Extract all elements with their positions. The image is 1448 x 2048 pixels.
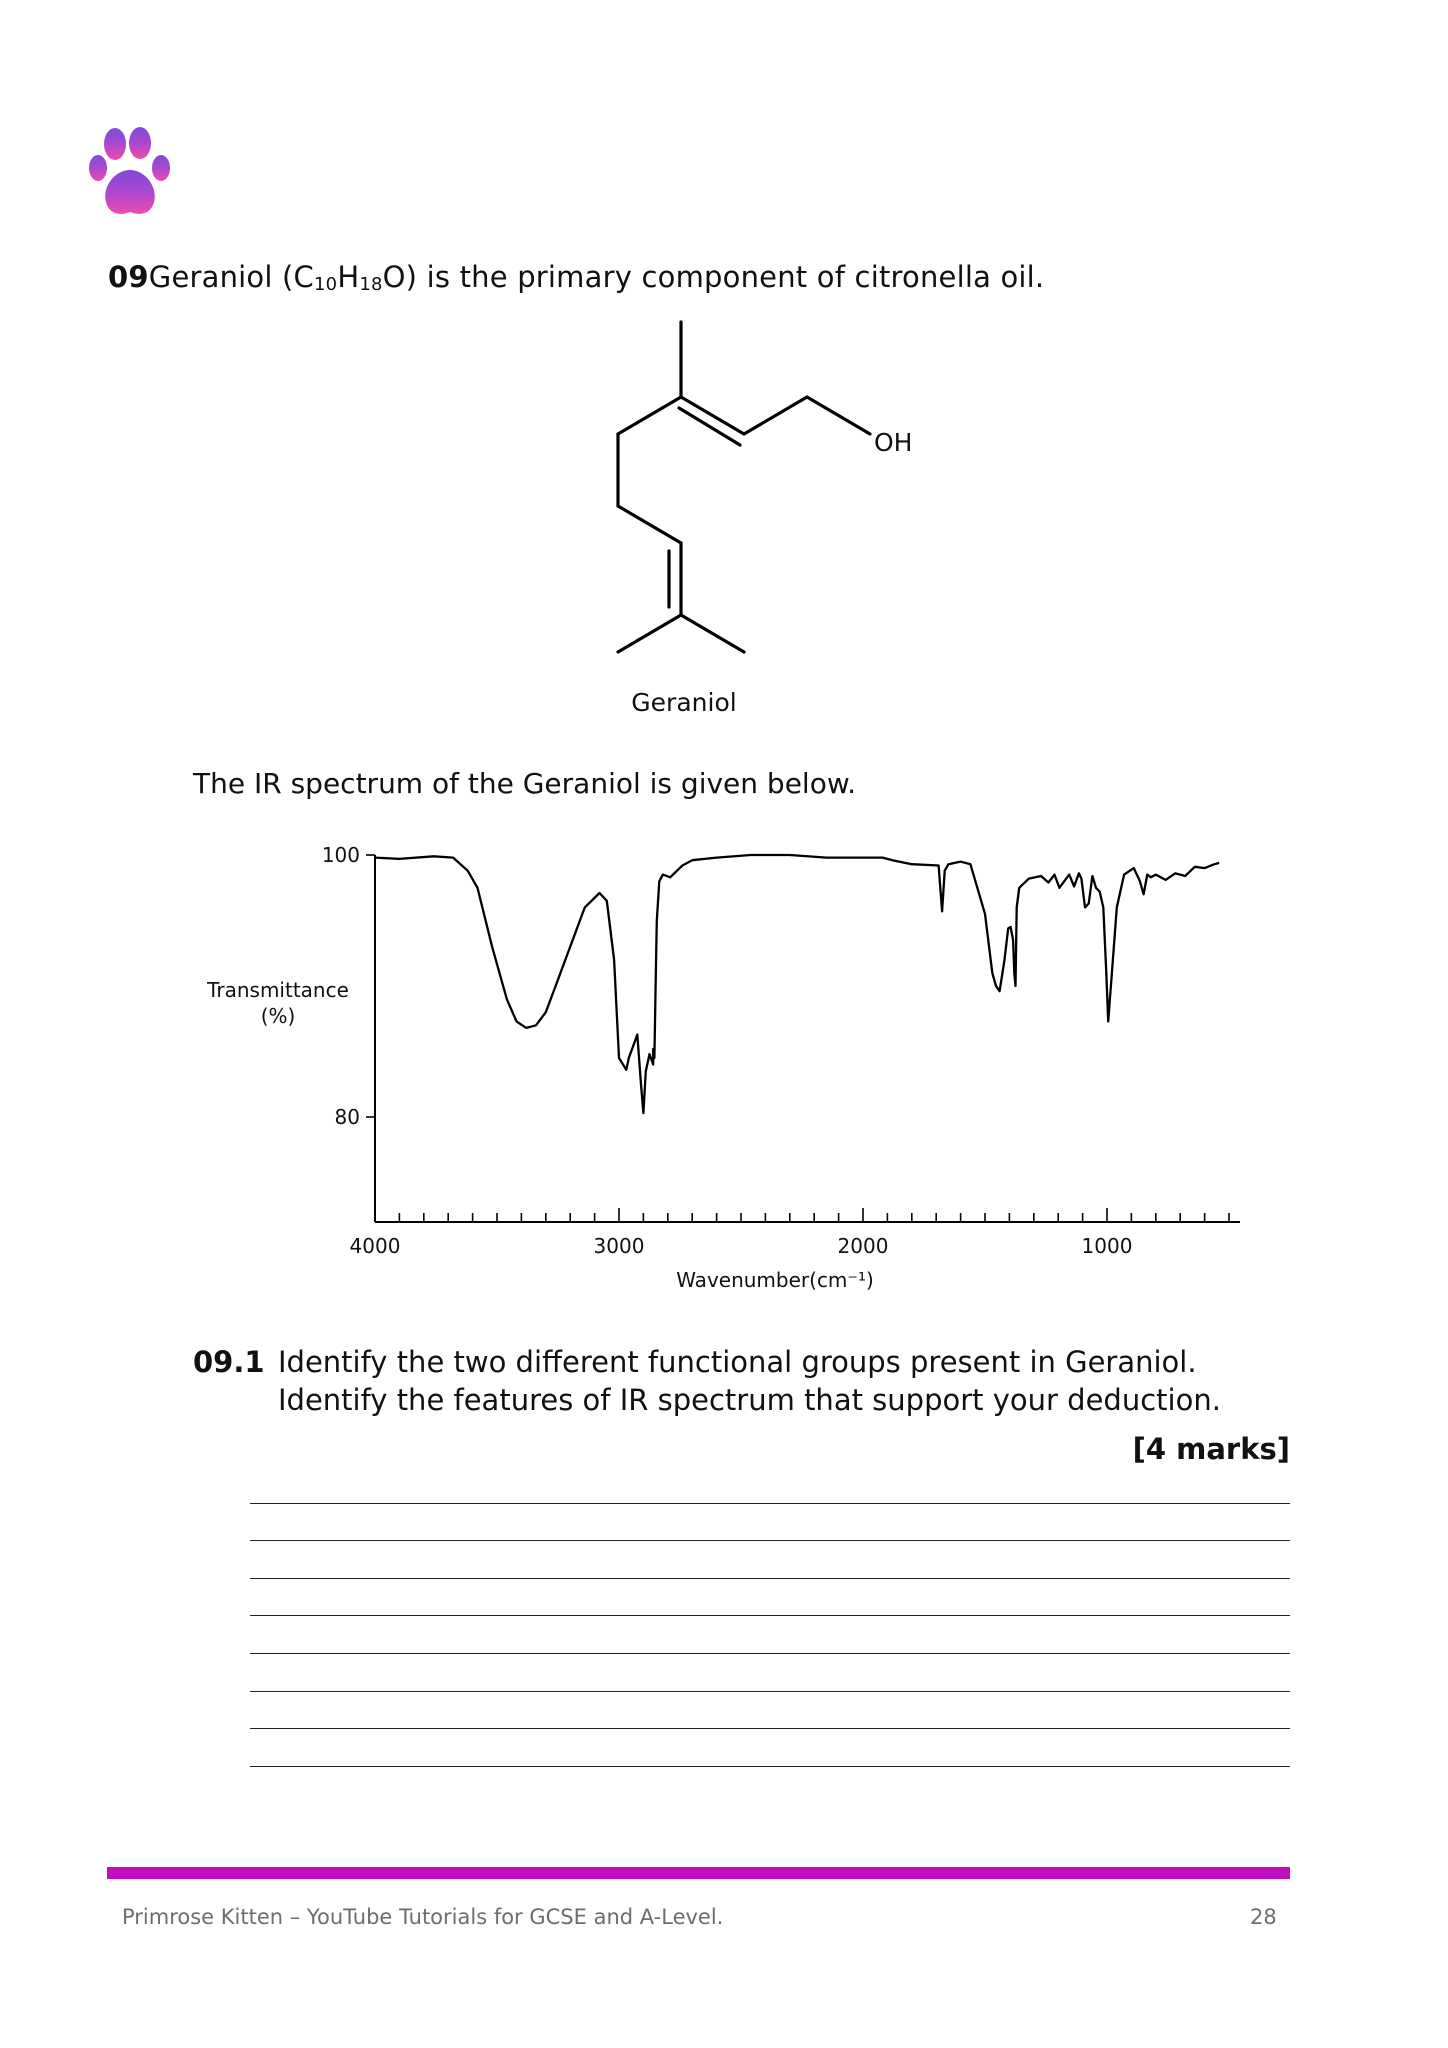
y-tick-label: 80 xyxy=(334,1105,360,1129)
question-09-text xyxy=(108,260,1044,295)
footer-text: Primrose Kitten – YouTube Tutorials for GCSE and A-Level. xyxy=(122,1905,724,1929)
ir-spectrum-trace xyxy=(375,855,1219,1113)
x-axis-label: Wavenumber(cm⁻¹) xyxy=(676,1268,874,1292)
answer-line[interactable] xyxy=(250,1653,1290,1654)
bond-c5-c6 xyxy=(618,506,681,543)
subquestion-number: 09.1 xyxy=(193,1345,265,1379)
methyl-bond-left xyxy=(618,615,681,652)
question-text-part1: Geraniol (C xyxy=(148,260,314,294)
answer-line[interactable] xyxy=(250,1503,1290,1504)
hydrogen-symbol: H xyxy=(337,260,360,294)
x-tick-label: 1000 xyxy=(1081,1234,1133,1258)
geraniol-structure-diagram xyxy=(580,315,940,725)
oh-label: OH xyxy=(874,428,913,457)
y-tick-label: 100 xyxy=(321,843,360,867)
carbon-count: 10 xyxy=(314,274,338,295)
answer-line[interactable] xyxy=(250,1615,1290,1616)
answer-line[interactable] xyxy=(250,1691,1290,1692)
y-axis-label-line2: (%) xyxy=(260,1004,296,1028)
marks-label: [4 marks] xyxy=(1132,1432,1290,1466)
question-number: 09 xyxy=(108,260,149,294)
x-tick-label: 4000 xyxy=(349,1234,401,1258)
methyl-bond-right xyxy=(681,615,744,652)
subquestion-line2: Identify the features of IR spectrum that support your deduction. xyxy=(278,1383,1221,1417)
x-minor-ticks xyxy=(375,1208,1229,1222)
ir-intro-text: The IR spectrum of the Geraniol is given below. xyxy=(193,767,857,800)
molecule-name: Geraniol xyxy=(631,688,737,717)
paw-logo-icon xyxy=(88,126,172,218)
y-axis-label-line1: Transmittance xyxy=(207,978,349,1002)
ir-spectrum-chart xyxy=(190,835,1290,1305)
bond-c1-o xyxy=(807,397,870,434)
answer-line[interactable] xyxy=(250,1728,1290,1729)
answer-line[interactable] xyxy=(250,1766,1290,1767)
question-text-part2: O) is the primary component of citronella oil. xyxy=(382,260,1045,294)
answer-line[interactable] xyxy=(250,1578,1290,1579)
x-tick-label: 2000 xyxy=(837,1234,889,1258)
answer-line[interactable] xyxy=(250,1540,1290,1541)
page-number: 28 xyxy=(1250,1905,1277,1929)
subquestion-line1: Identify the two different functional groups present in Geraniol. xyxy=(278,1345,1197,1379)
hydrogen-count: 18 xyxy=(359,274,383,295)
x-tick-label: 3000 xyxy=(593,1234,645,1258)
x-tick-labels xyxy=(350,1234,1133,1258)
bond-c3-c4 xyxy=(618,397,681,434)
bond-c2-c1 xyxy=(744,397,807,434)
footer-divider xyxy=(107,1867,1290,1879)
